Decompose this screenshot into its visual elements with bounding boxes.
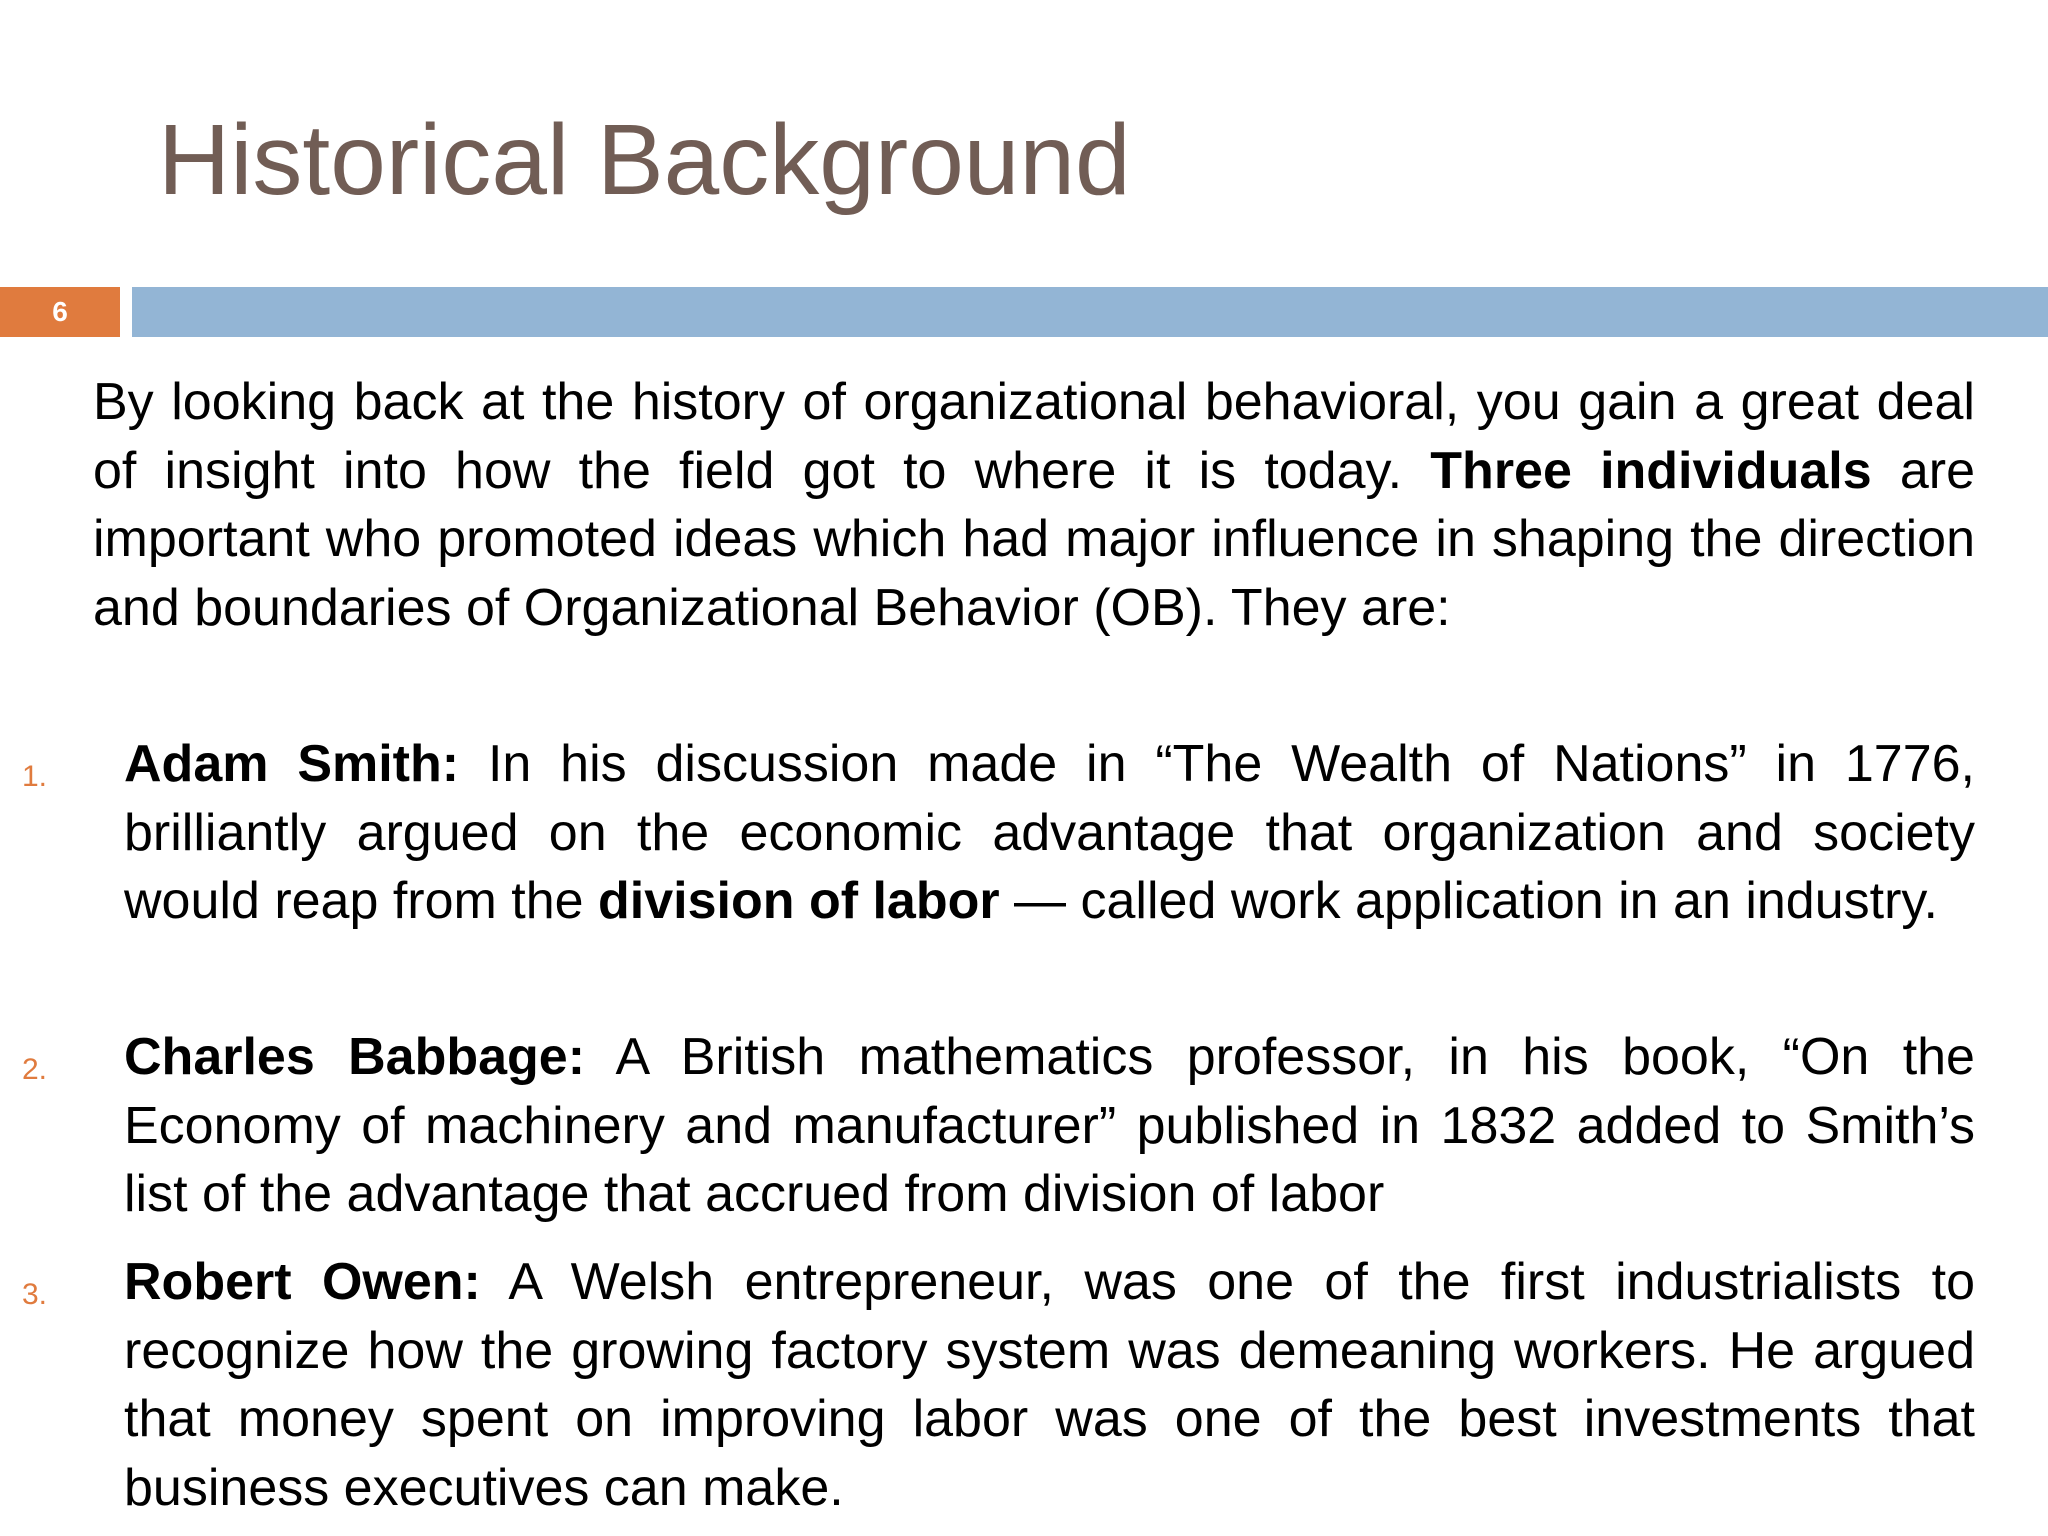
item-2-name: Charles Babbage: [124,1028,586,1086]
item-1-text-1: In his discussion made in “The Wealth of Nations” in 1776, brilliantly argued on the economic advantage that organization and society would reap from the [124,735,1976,930]
item-1-name: Adam Smith: [124,735,460,793]
intro-bold: Three individuals [1430,441,1872,500]
intro-text-1: By looking back at the history of organizational behavioral, you gain a great deal of insight into how the field got to where it is today. [93,373,1975,500]
list-item-robert-owen [124,1248,1975,1522]
item-3-name: Robert Owen: [124,1253,481,1311]
list-number-3: 3. [22,1278,48,1311]
item-3-text-1: A Welsh entrepreneur, was one of the first industrialists to recognize how the growing factory system was demeaning workers. He argued that money spent on improving labor was one of the best investments that business executives can make. [124,1253,1975,1517]
item-1-text-2: — called work application in an industry. [999,872,1938,930]
list-item-charles-babbage [124,1023,1975,1229]
slide-number-badge: 6 [0,287,120,337]
list-number-1: 1. [22,760,48,793]
slide-title: Historical Background [158,104,1131,216]
item-1-bold: division of labor [598,872,1000,930]
item-2-text-1: A British mathematics professor, in his book, “On the Economy of machinery and manufacturer” published in 1832 added to Smith’s list of the advantage that accrued from division of labor [124,1028,1975,1223]
intro-text-2: are important who promoted ideas which had major influence in shaping the direction and boundaries of Organizational Behavior (OB). They are: [93,441,1976,637]
header-accent-bar [132,287,2048,337]
list-number-2: 2. [22,1053,48,1086]
intro-paragraph [93,368,1975,642]
list-item-adam-smith [124,730,1975,936]
